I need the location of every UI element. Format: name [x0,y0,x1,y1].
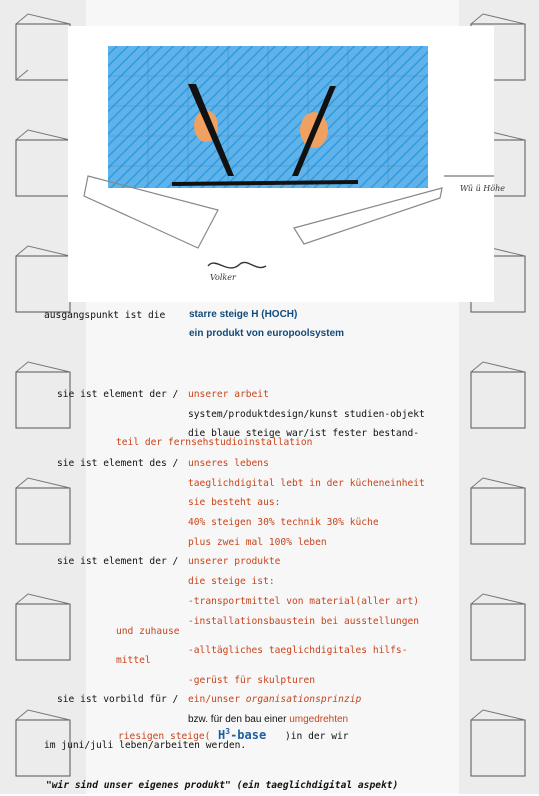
intro-subtitle: ein produkt von europoolsystem [189,328,345,339]
sketch-caption: Wü ü Höhe [460,184,505,193]
body-line: taeglichdigital lebt in der kücheneinheit [188,478,425,489]
body-line: 40% steigen 30% technik 30% küche [188,517,379,528]
crate-sketch-thumbnail [6,584,80,676]
crate-sketch-thumbnail [461,584,535,676]
body-line: und zuhause [116,626,180,637]
footer-quote: "wir sind unser eigenes produkt" (ein taeglichdigital aspekt) [46,780,399,791]
block-value: unserer produkte [188,556,281,567]
body-line: -gerüst für skulpturen [188,675,316,686]
body-line: )in der wir [285,731,349,742]
block-label: sie ist element der / [57,556,179,567]
sketch-signature: Volker [210,273,236,282]
block-label: sie ist element der / [57,389,179,400]
body-line: -installationsbaustein bei ausstellungen [188,616,420,627]
body-line: mittel [116,655,151,666]
block-label: sie ist element des / [57,458,179,469]
body-line: bzw. für den bau einer umgedrehten [188,714,349,725]
body-line: plus zwei mal 100% leben [188,537,327,548]
intro-title: starre steige H (HOCH) [189,309,298,320]
crate-sketch-thumbnail [461,468,535,560]
h3-base-logo: $H^3$-base [218,727,267,742]
body-line: die steige ist: [188,576,275,587]
body-line: sie besteht aus: [188,497,281,508]
body-line: die blaue steige war/ist fester bestand- [188,428,420,439]
body-line: riesigen steige( [118,731,211,742]
body-line: teil der fernsehstudioinstallation [116,437,313,448]
crate-sketch-thumbnail [461,700,535,792]
block-value: ein/unser organisationsprinzip [188,694,362,705]
hero-sketch-image [68,26,505,302]
body-line: -alltägliches taeglichdigitales hilfs- [188,645,408,656]
body-line: -transportmittel von material(aller art) [188,596,420,607]
block-value: unserer arbeit [188,389,269,400]
body-line: system/produktdesign/kunst studien-objekt [188,409,425,420]
crate-sketch-thumbnail [461,352,535,444]
block-value: unseres lebens [188,458,269,469]
intro-prefix: ausgangspunkt ist die [44,310,166,321]
crate-sketch-thumbnail [6,468,80,560]
body-line: im juni/juli leben/arbeiten werden. [44,740,247,751]
block-label: sie ist vorbild für / [57,694,179,705]
